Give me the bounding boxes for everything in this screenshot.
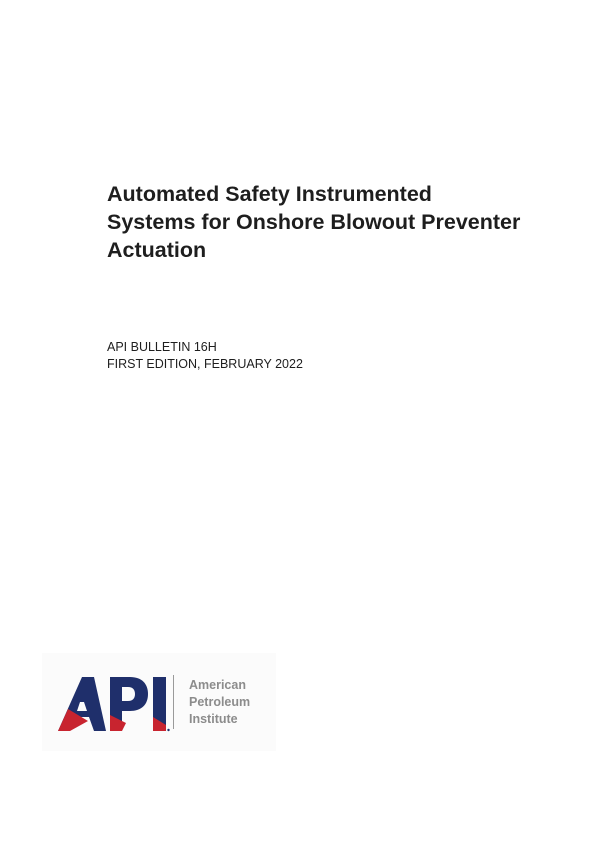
document-title <box>107 180 577 264</box>
document-designation <box>107 339 303 373</box>
wordmark-line-3: Institute <box>189 712 238 726</box>
title-line-3: Actuation <box>107 238 207 262</box>
logo-divider <box>173 675 174 729</box>
wordmark-line-2: Petroleum <box>189 695 251 709</box>
api-wordmark <box>189 677 250 728</box>
api-logo <box>42 653 276 751</box>
edition-date: FIRST EDITION, FEBRUARY 2022 <box>107 357 303 371</box>
bulletin-number: API BULLETIN 16H <box>107 340 217 354</box>
wordmark-line-1: American <box>189 678 246 692</box>
api-logo-mark-icon <box>58 673 170 733</box>
title-line-2: Systems for Onshore Blowout Preventer <box>107 210 521 234</box>
title-line-1: Automated Safety Instrumented <box>107 182 432 206</box>
